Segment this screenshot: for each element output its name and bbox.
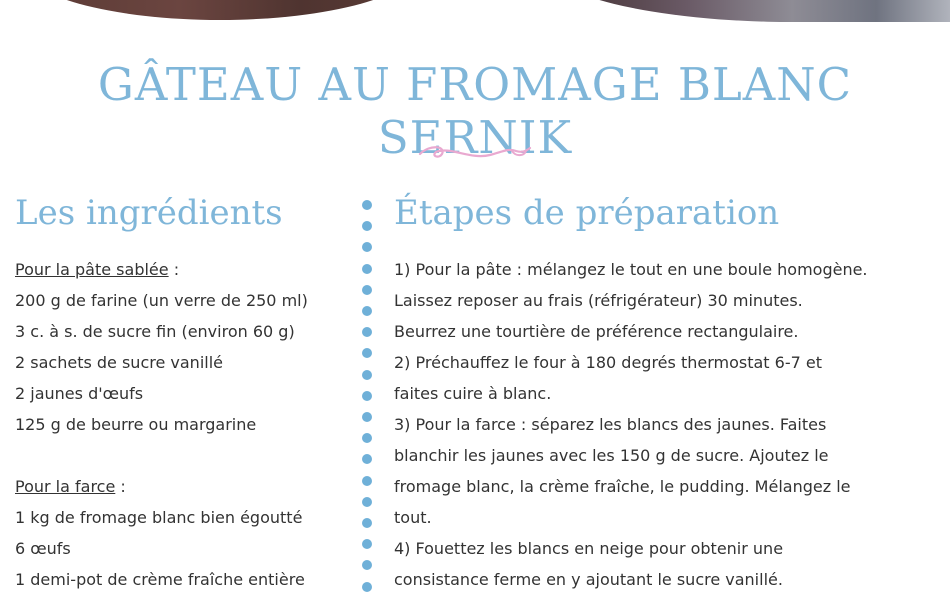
divider-dot [362,327,372,337]
step-line: consistance ferme en y ajoutant le sucre vanillé. [394,570,783,589]
divider-dot [362,433,372,443]
ingredient-item: 6 œufs [15,539,71,558]
ingredient-item: 200 g de farine (un verre de 250 ml) [15,291,308,310]
divider-dot [362,264,372,274]
divider-dot [362,285,372,295]
divider-dot [362,221,372,231]
divider-dot [362,412,372,422]
ingredient-item: 2 sachets de sucre vanillé [15,353,223,372]
divider-dot [362,582,372,592]
step-line: Laissez reposer au frais (réfrigérateur) 30 minutes. [394,291,803,310]
step-line: 2) Préchauffez le four à 180 degrés thermostat 6-7 et [394,353,822,372]
step-line: tout. [394,508,432,527]
step-line: blanchir les jaunes avec les 150 g de sucre. Ajoutez le [394,446,829,465]
recipe-title: GÂTEAU AU FROMAGE BLANC SERNIK [97,58,853,164]
divider-dot [362,306,372,316]
steps-list [394,254,944,595]
ingredient-item: 3 c. à s. de sucre fin (environ 60 g) [15,322,295,341]
dotted-vertical-divider [360,196,374,600]
divider-dot [362,391,372,401]
step-line: 3) Pour la farce : séparez les blancs des jaunes. Faites [394,415,827,434]
step-line: 1) Pour la pâte : mélangez le tout en une boule homogène. [394,260,868,279]
ingredient-item: 1 demi-pot de crème fraîche entière [15,570,305,589]
divider-dot [362,497,372,507]
divider-dot [362,370,372,380]
step-line: faites cuire à blanc. [394,384,552,403]
top-photo-left [20,0,420,20]
steps-heading: Étapes de préparation [394,193,780,233]
ingredients-list [15,254,360,595]
ingredient-item: 1 kg de fromage blanc bien égoutté [15,508,303,527]
section-label-pate: Pour la pâte sablée : [15,260,180,279]
divider-dot [362,560,372,570]
ingredient-item: 125 g de beurre ou margarine [15,415,257,434]
divider-dot [362,200,372,210]
section-label-farce: Pour la farce : [15,477,126,496]
top-photo-right [540,0,950,22]
divider-dot [362,348,372,358]
pink-swirl-ornament-icon [416,142,534,164]
step-line: fromage blanc, la crème fraîche, le pudding. Mélangez le [394,477,851,496]
divider-dot [362,454,372,464]
step-line: 4) Fouettez les blancs en neige pour obtenir une [394,539,784,558]
divider-dot [362,539,372,549]
spacer [15,440,360,471]
divider-dot [362,518,372,528]
ingredients-heading: Les ingrédients [15,193,283,233]
step-line: Beurrez une tourtière de préférence rectangulaire. [394,322,799,341]
divider-dot [362,242,372,252]
divider-dot [362,476,372,486]
ingredient-item: 2 jaunes d'œufs [15,384,144,403]
